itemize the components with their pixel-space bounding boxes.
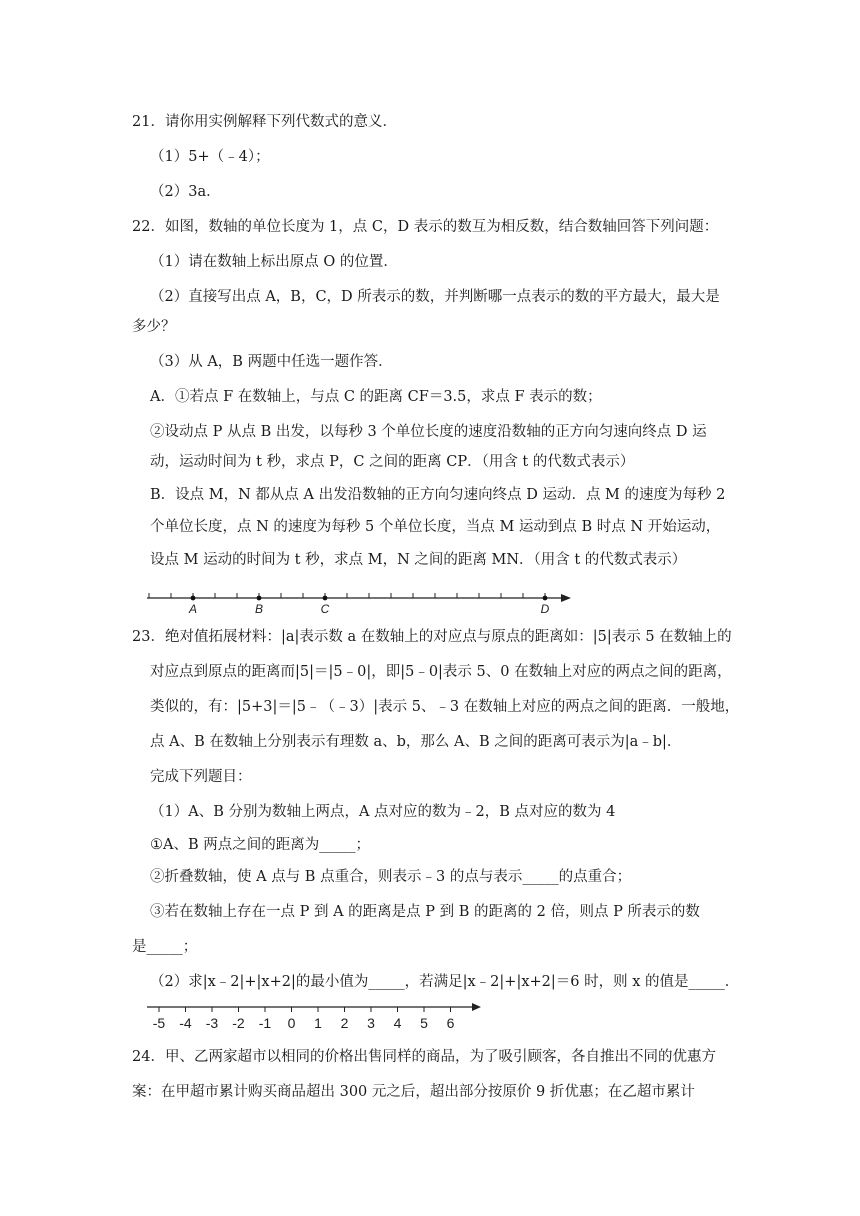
q22-title: 22．如图，数轴的单位长度为 1，点 C，D 表示的数互为相反数，结合数轴回答下列问题： [132, 219, 719, 235]
q23-part2: （2）求|x﹣2|+|x+2|的最小值为_____，若满足|x﹣2|+|x+2|＝6 时，则 x 的值是_____． [150, 974, 740, 990]
q23-sub2: ②折叠数轴，使 A 点与 B 点重合，则表示﹣3 的点与表示_____的点重合； [150, 869, 632, 885]
axis-tick-label: 4 [393, 1015, 402, 1031]
q22-option-b-line2: 个单位长度，点 N 的速度为每秒 5 个单位长度，当点 M 运动到点 B 时点 N 开始运动， [150, 519, 721, 535]
axis-tick-label: -2 [232, 1015, 245, 1031]
q23-sub3-line1: ③若在数轴上存在一点 P 到 A 的距离是点 P 到 B 的距离的 2 倍，则点 P 所表示的数 [150, 904, 700, 920]
axis-point-dot [323, 596, 328, 601]
q23-intro-line1: 23．绝对值拓展材料：|a|表示数 a 在数轴上的对应点与原点的距离如：|5|表示 5 在数轴上的 [132, 629, 732, 645]
q23-number-line [145, 1002, 485, 1032]
q23-task: 完成下列题目： [150, 769, 252, 785]
axis-point-dot [543, 596, 548, 601]
q22-option-b-line1: B．设点 M，N 都从点 A 出发沿数轴的正方向匀速向终点 D 运动．点 M 的速度为每秒 2 [150, 487, 726, 503]
q22-option-a2-line2: 动，运动时间为 t 秒，求点 P，C 之间的距离 CP．（用含 t 的代数式表示） [150, 454, 635, 470]
q24-line1: 24．甲、乙两家超市以相同的价格出售同样的商品，为了吸引顾客，各自推出不同的优惠方 [132, 1049, 716, 1065]
q21-part2: （2）3a． [150, 184, 221, 200]
q23-sub1: ①A、B 两点之间的距离为_____； [150, 837, 370, 853]
axis-tick-label: -1 [258, 1015, 272, 1031]
q22-number-line [145, 582, 575, 616]
axis-arrow-icon [472, 1003, 481, 1011]
q23-intro-line4: 点 A、B 在数轴上分别表示有理数 a、b，那么 A、B 之间的距离可表示为|a﹣b|． [150, 734, 682, 750]
axis-point-label: B [254, 602, 264, 616]
q22-part1: （1）请在数轴上标出原点 O 的位置． [150, 254, 398, 270]
axis-tick-label: 0 [287, 1015, 296, 1031]
q23-intro-line3: 类似的，有：|5+3|＝|5﹣（﹣3）|表示 5、﹣3 在数轴上对应的两点之间的距离．一般地， [150, 699, 740, 715]
axis-point-dot [257, 596, 262, 601]
q22-part2-line1: （2）直接写出点 A，B，C，D 所表示的数，并判断哪一点表示的数的平方最大，最大是 [150, 289, 720, 305]
axis-point-dot [191, 596, 196, 601]
axis-tick-label: 5 [420, 1015, 428, 1031]
axis-tick-label: 3 [367, 1015, 375, 1031]
q21-title: 21．请你用实例解释下列代数式的意义． [132, 114, 397, 130]
axis-arrow-icon [561, 594, 571, 602]
q22-option-a1: A．①若点 F 在数轴上，与点 C 的距离 CF＝3.5，求点 F 表示的数； [150, 389, 602, 405]
q23-sub3-line2: 是_____； [132, 939, 198, 955]
q23-intro-line2: 对应点到原点的距离而|5|＝|5﹣0|，即|5﹣0|表示 5、0 在数轴上对应的两点之间的距离， [150, 664, 732, 680]
axis-tick-label: 2 [340, 1015, 349, 1031]
axis-tick-label: -4 [179, 1015, 192, 1031]
q22-part3: （3）从 A，B 两题中任选一题作答． [150, 354, 393, 370]
axis-tick-label: -5 [152, 1015, 166, 1031]
axis-point-label: C [320, 602, 330, 616]
axis-point-label: A [188, 602, 198, 616]
axis-tick-label: -3 [205, 1015, 219, 1031]
axis-tick-label: 6 [446, 1015, 455, 1031]
q22-part2-line2: 多少？ [132, 319, 176, 335]
q23-part1: （1）A、B 分别为数轴上两点，A 点对应的数为﹣2，B 点对应的数为 4 [150, 804, 616, 820]
q21-part1: （1）5+（﹣4）； [150, 149, 270, 165]
axis-point-label: D [540, 602, 550, 616]
q22-option-b-line3: 设点 M 运动的时间为 t 秒，求点 M，N 之间的距离 MN．（用含 t 的代数式表示） [150, 552, 687, 568]
q22-option-a2-line1: ②设动点 P 从点 B 出发，以每秒 3 个单位长度的速度沿数轴的正方向匀速向终点 D 运 [150, 424, 707, 440]
axis-tick-label: 1 [314, 1015, 322, 1031]
q24-line2: 案：在甲超市累计购买商品超出 300 元之后，超出部分按原价 9 折优惠；在乙超市累计 [132, 1084, 695, 1100]
